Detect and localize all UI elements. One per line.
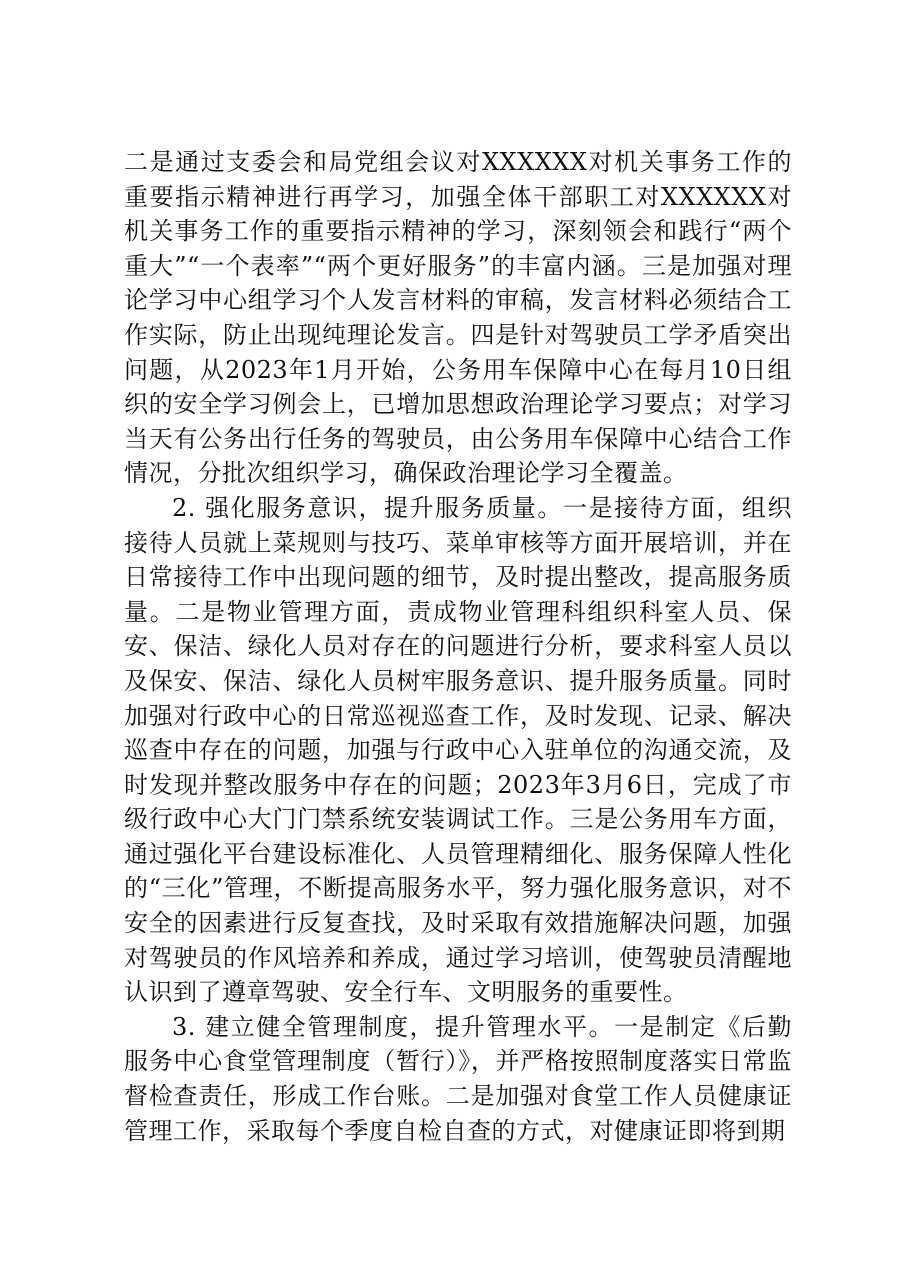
document-body: [124, 145, 792, 1148]
paragraph-continuation: 二是通过支委会和局党组会议对XXXXXX对机关事务工作的重要指示精神进行再学习，加强全体干部职工对XXXXXX对机关事务工作的重要指示精神的学习，深刻领会和践行“两个重大”“一个表率”“两个更好服务”的丰富内涵。三是加强对理论学习中心组学习个人发言材料的审稿，发言材料必须结合工作实际，防止出现纯理论发言。四是针对驾驶员工学矛盾突出问题，从2023年1月开始，公务用车保障中心在每月10日组织的安全学习例会上，已增加思想政治理论学习要点；对学习当天有公务出行任务的驾驶员，由公务用车保障中心结合工作情况，分批次组织学习，确保政治理论学习全覆盖。: [124, 148, 792, 488]
paragraph-service-quality: 2. 强化服务意识，提升服务质量。一是接待方面，组织接待人员就上菜规则与技巧、菜单审核等方面开展培训，并在日常接待工作中出现问题的细节，及时提出整改，提高服务质量。二是物业管理方面，责成物业管理科组织科室人员、保安、保洁、绿化人员对存在的问题进行分析，要求科室人员以及保安、保洁、绿化人员树牢服务意识、提升服务质量。同时加强对行政中心的日常巡视巡查工作，及时发现、记录、解决巡查中存在的问题，加强与行政中心入驻单位的沟通交流，及时发现并整改服务中存在的问题；2023年3月6日，完成了市级行政中心大门门禁系统安装调试工作。三是公务用车方面，通过强化平台建设标准化、人员管理精细化、服务保障人性化的“三化”管理，不断提高服务水平，努力强化服务意识，对不安全的因素进行反复查找，及时采取有效措施解决问题，加强对驾驶员的作风培养和养成，通过学习培训，使驾驶员清醒地认识到了遵章驾驶、安全行车、文明服务的重要性。: [124, 493, 792, 1007]
paragraph-management-system: 3. 建立健全管理制度，提升管理水平。一是制定《后勤服务中心食堂管理制度（暂行）》，并严格按照制度落实日常监督检查责任，形成工作台账。二是加强对食堂工作人员健康证管理工作，采取每个季度自检自查的方式，对健康证即将到期: [124, 1012, 792, 1145]
